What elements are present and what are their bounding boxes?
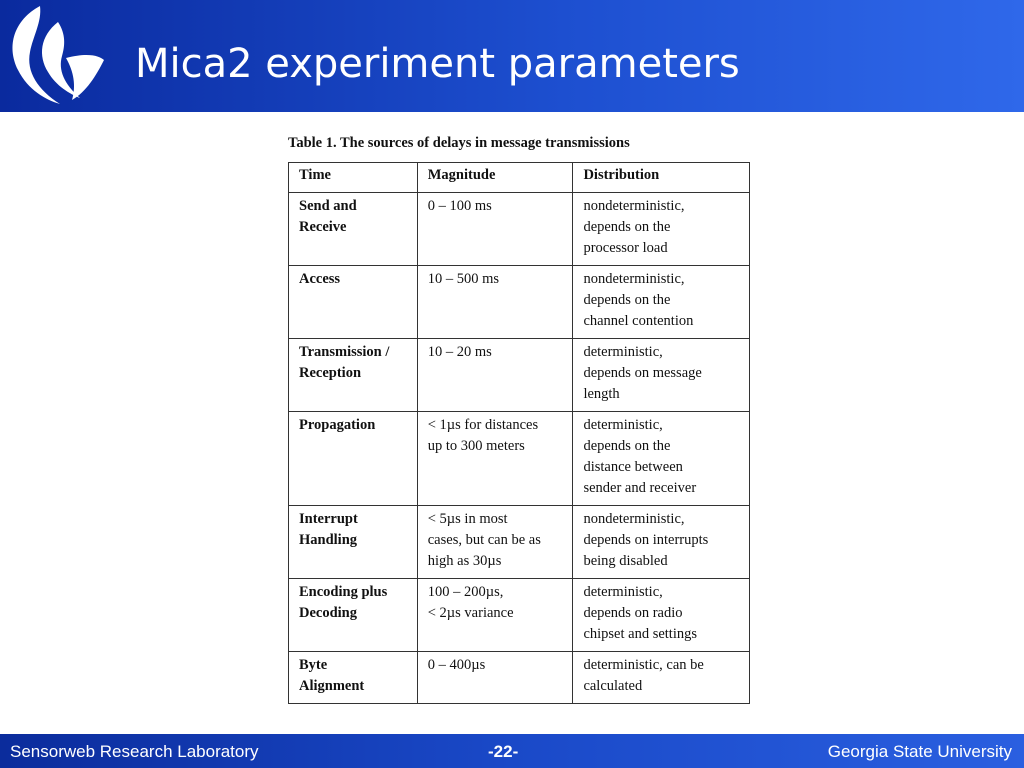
cell-text-line: distance between [583,459,683,475]
cell-text-line: Decoding [299,605,357,621]
cell-text-line: < 1µs for distances [427,417,539,433]
cell-text-line: nondeterministic, [583,198,685,214]
slide-footer [0,734,1024,768]
cell-magnitude [417,579,573,652]
cell-text-line: depends on interrupts [583,532,709,548]
cell-time [289,339,418,412]
cell-text-line: nondeterministic, [583,271,685,287]
cell-text-line: Handling [299,532,358,548]
cell-distribution [573,579,750,652]
cell-text-line: Transmission / [299,344,390,360]
cell-time [289,266,418,339]
cell-text-line: depends on the [583,292,671,308]
cell-text-line: deterministic, [583,584,663,600]
footer-university: Georgia State University [827,742,1012,761]
column-header-magnitude: Magnitude [417,163,573,193]
cell-time [289,652,418,704]
cell-text-line: calculated [583,678,643,694]
cell-magnitude [417,193,573,266]
cell-text-line: Receive [299,219,347,235]
cell-text-line: Byte [299,657,328,673]
cell-text-line: depends on the [583,438,671,454]
cell-text-line: < 5µs in most [427,511,508,527]
table-caption: Table 1. The sources of delays in message transmissions [288,135,630,151]
cell-text-line: Access [299,271,341,287]
cell-text-line: 10 – 20 ms [427,344,492,360]
cell-text-line: 0 – 100 ms [427,198,492,214]
slide-title: Mica2 experiment parameters [135,41,740,87]
cell-text-line: deterministic, [583,344,663,360]
table-row [289,652,750,704]
cell-text-line: Reception [299,365,362,381]
table-row [289,506,750,579]
slide-number: -22- [488,742,519,761]
table-row [289,339,750,412]
table-row [289,266,750,339]
cell-text-line: 100 – 200µs, [427,584,504,600]
flame-logo-icon [0,0,112,112]
cell-text-line: Propagation [299,417,376,433]
column-header-distribution: Distribution [573,163,750,193]
cell-magnitude [417,506,573,579]
cell-text-line: processor load [583,240,668,256]
table-row [289,193,750,266]
cell-text-line: being disabled [583,553,668,569]
cell-text-line: depends on message [583,365,702,381]
cell-distribution [573,339,750,412]
footer-lab-name: Sensorweb Research Laboratory [10,742,259,761]
cell-text-line: high as 30µs [427,553,502,569]
cell-text-line: nondeterministic, [583,511,685,527]
cell-distribution [573,193,750,266]
cell-text-line: sender and receiver [583,480,697,496]
cell-magnitude [417,339,573,412]
cell-magnitude [417,266,573,339]
cell-text-line: < 2µs variance [427,605,514,621]
cell-text-line: depends on radio [583,605,683,621]
cell-text-line: 0 – 400µs [427,657,486,673]
cell-magnitude [417,412,573,506]
cell-text-line: deterministic, [583,417,663,433]
cell-time [289,193,418,266]
cell-text-line: Send and [299,198,357,214]
table-row [289,579,750,652]
cell-time [289,506,418,579]
cell-text-line: chipset and settings [583,626,698,642]
table-body [289,193,750,704]
cell-text-line: Encoding plus [299,584,388,600]
cell-text-line: cases, but can be as [427,532,541,548]
cell-magnitude [417,652,573,704]
slide-header [0,0,1024,112]
cell-distribution [573,506,750,579]
cell-distribution [573,652,750,704]
cell-text-line: deterministic, can be [583,657,704,673]
table-figure [288,132,750,704]
cell-text-line: channel contention [583,313,694,329]
cell-text-line: Interrupt [299,511,358,527]
cell-text-line: depends on the [583,219,671,235]
cell-distribution [573,412,750,506]
cell-text-line: length [583,386,620,402]
cell-text-line: Alignment [299,678,365,694]
delay-sources-table [288,162,750,704]
cell-distribution [573,266,750,339]
cell-time [289,412,418,506]
table-header-row [289,163,750,193]
column-header-time: Time [289,163,418,193]
cell-text-line: up to 300 meters [427,438,525,454]
cell-text-line: 10 – 500 ms [427,271,500,287]
cell-time [289,579,418,652]
table-row [289,412,750,506]
